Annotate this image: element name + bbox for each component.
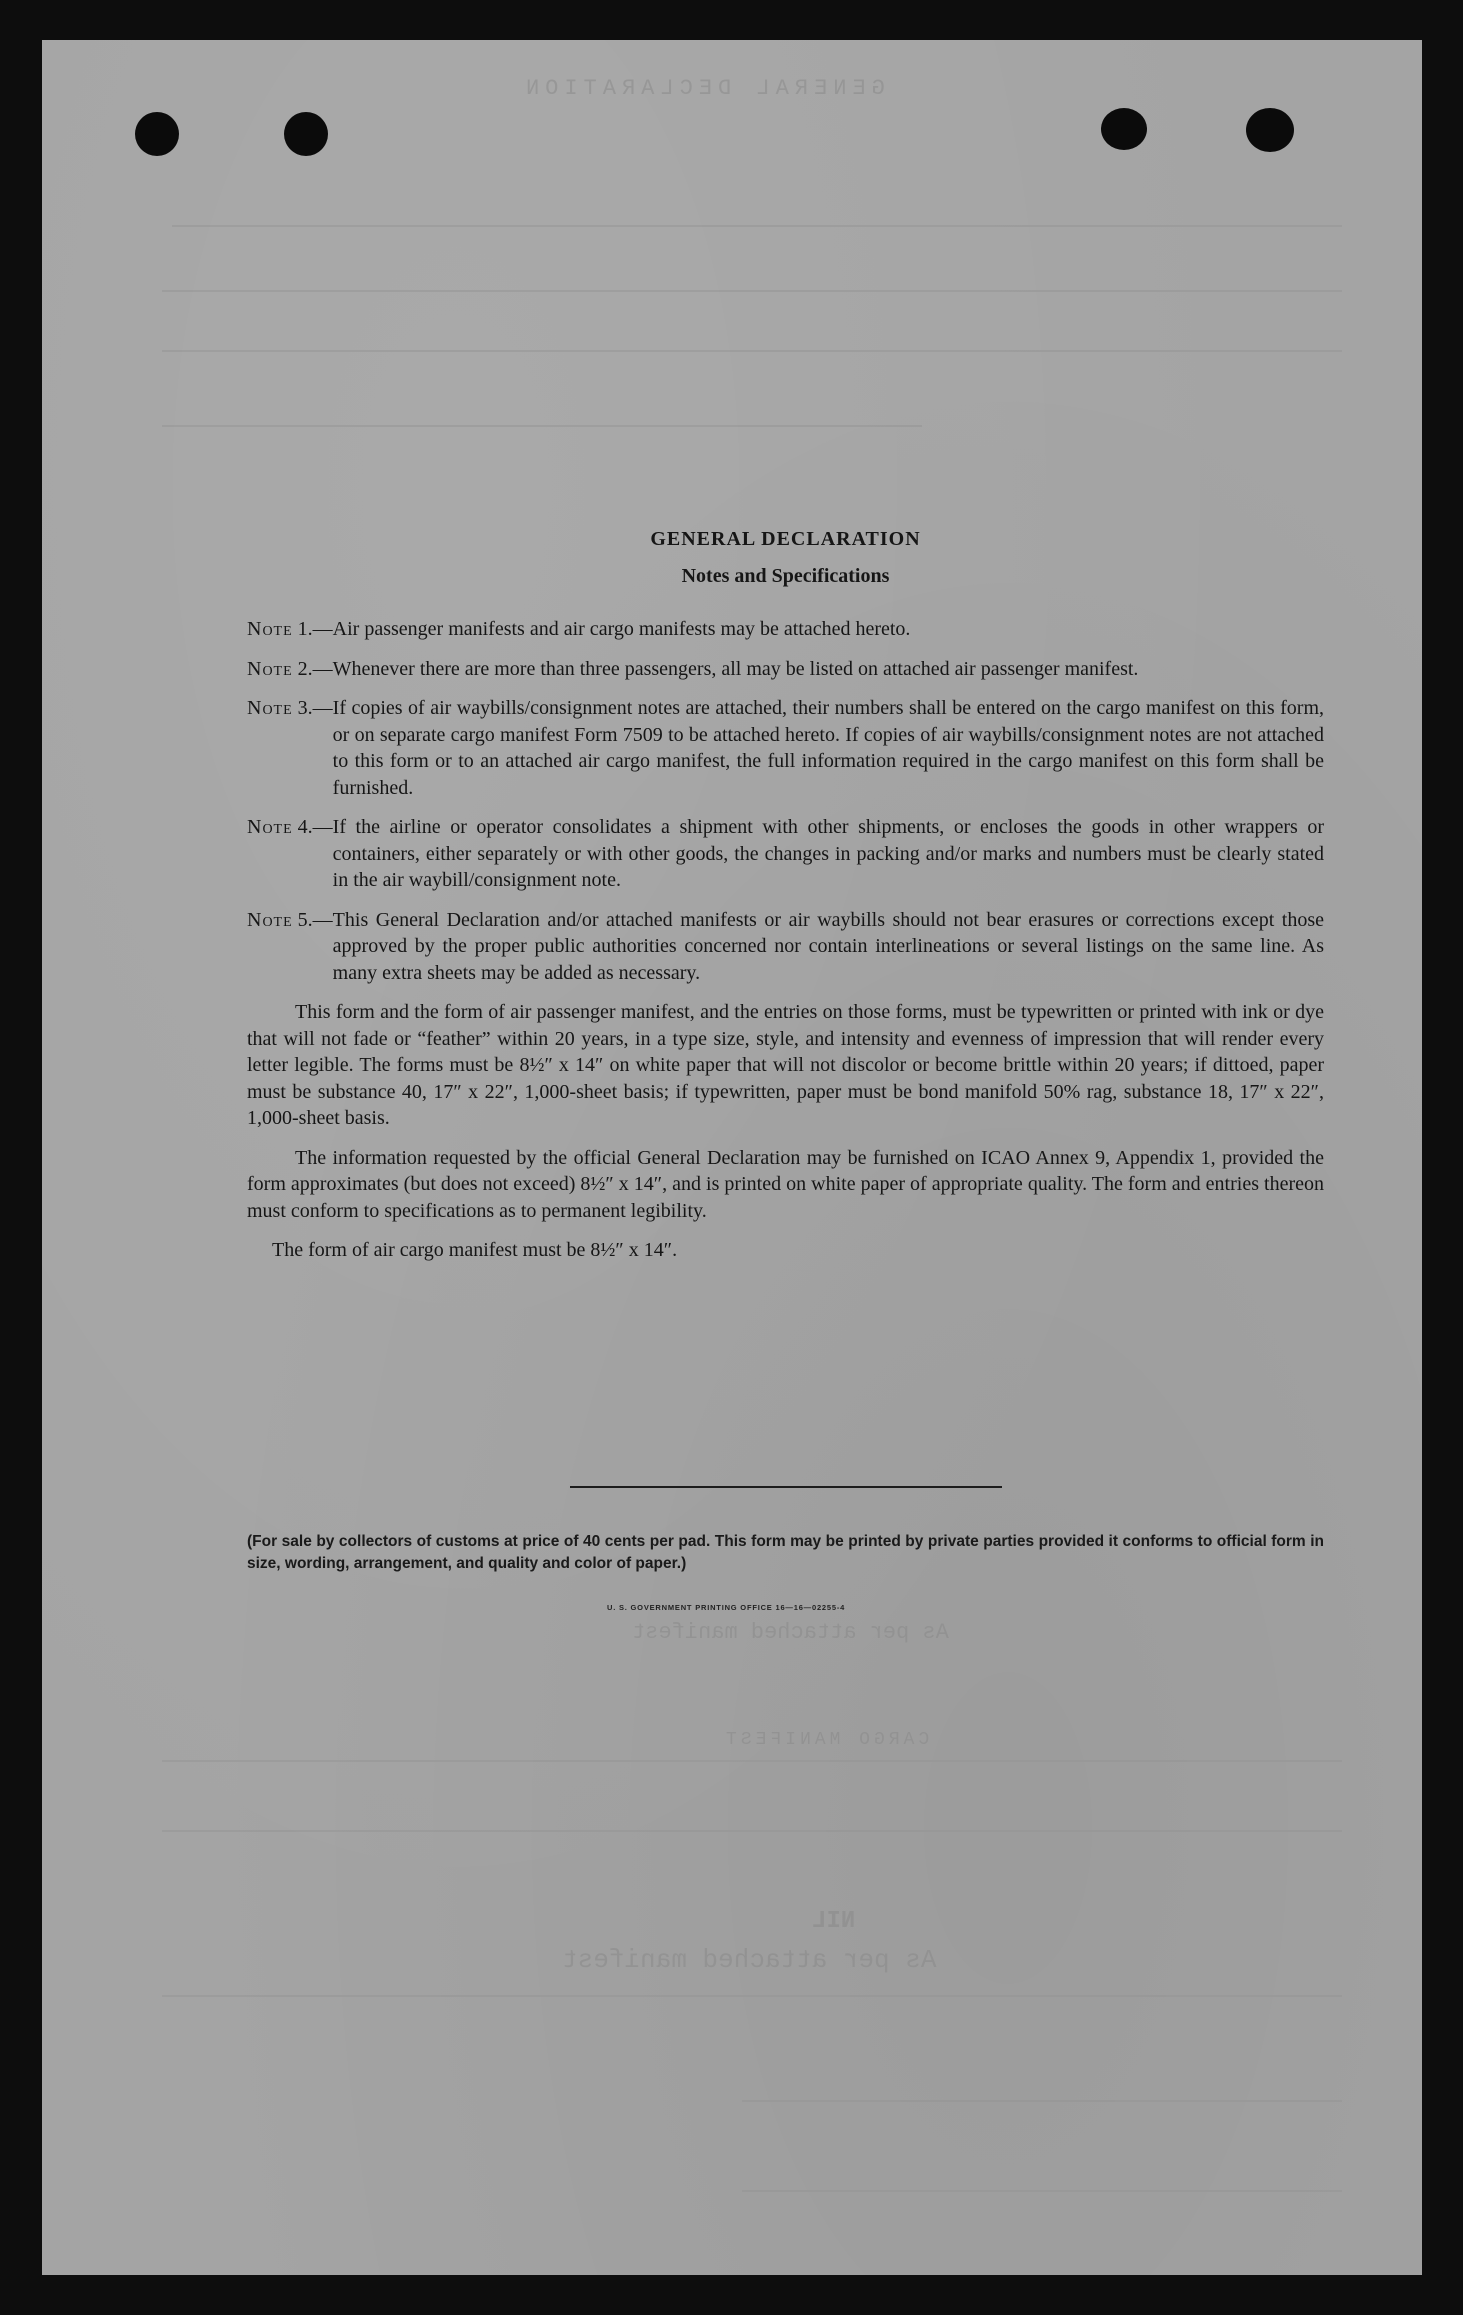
bleed-through-attached-2: As per attached manifest [562, 1945, 937, 1975]
page-title: GENERAL DECLARATION [650, 528, 921, 550]
note-5 [247, 907, 1324, 987]
bleed-through-attached-1: As per attached manifest [632, 1620, 949, 1645]
bleed-through-header: GENERAL DECLARATION [520, 76, 885, 101]
note-3 [247, 695, 1324, 801]
note-1 [247, 616, 1324, 643]
note-word: Note [247, 908, 293, 931]
bleed-through-line [162, 290, 1342, 292]
punch-hole-left-2 [284, 112, 328, 156]
bleed-through-line [172, 225, 1342, 227]
bleed-through-line [742, 2100, 1342, 2102]
note-word: Note [247, 816, 293, 838]
note-number: 4. [297, 816, 313, 838]
bleed-through-cargo-heading: CARGO MANIFEST [722, 1730, 930, 1750]
page-subtitle: Notes and Specifications [681, 565, 890, 587]
bleed-through-line [162, 1760, 1342, 1762]
document-sheet [42, 40, 1422, 2275]
printer-imprint: U. S. GOVERNMENT PRINTING OFFICE 16—16—02255-4 [607, 1603, 846, 1612]
note-text: Whenever there are more than three passengers, all may be listed on attached air passenger manifest. [332, 657, 1139, 680]
note-word: Note [247, 697, 293, 719]
note-word: Note [247, 657, 293, 680]
paragraph-form-specs: This form and the form of air passenger manifest, and the entries on those forms, must be typewritten or printed with ink or dye that will not fade or “feather” within 20 years, in a type size, style, and intensity and evenness of impression that will render every letter legible. The forms must be 8½″ x 14″ on white paper that will not discolor or become brittle within 20 years; if dittoed, paper must be substance 40, 17″ x 22″, 1,000-sheet basis; if typewritten, paper must be bond manifold 50% rag, substance 18, 17″ x 22″, 1,000-sheet basis. [247, 1001, 1324, 1129]
note-text: This General Declaration and/or attached manifests or air waybills should not bear erasures or corrections except those approved by the proper public authorities concerned nor contain interlineations or several listings on the same line. As many extra sheets may be added as necessary. [332, 908, 1324, 984]
note-number: 5. [297, 908, 313, 931]
note-number: 3. [297, 697, 313, 719]
punch-hole-right-1 [1101, 108, 1147, 150]
note-number: 1. [297, 618, 313, 640]
note-label: Note 4.— [247, 816, 333, 838]
note-text: If the airline or operator consolidates a shipment with other shipments, or encloses the goods in other wrappers or containers, either separately or with other goods, the changes in packing and/or marks and numbers must be clearly stated in the air waybill/consignment note. [332, 816, 1324, 891]
note-word: Note [247, 618, 293, 640]
note-number: 2. [297, 657, 313, 680]
note-label: Note 5.— [247, 908, 333, 931]
bleed-through-line [742, 2190, 1342, 2192]
bleed-through-line [162, 1995, 1342, 1997]
note-text: Air passenger manifests and air cargo manifests may be attached hereto. [332, 618, 911, 640]
sale-note: (For sale by collectors of customs at price of 40 cents per pad. This form may be printed by private parties provided it conforms to official form in size, wording, arrangement, and quality and color of paper.) [247, 1533, 1324, 1572]
divider-rule [570, 1486, 1002, 1488]
bleed-through-line [162, 425, 922, 427]
bleed-through-line [162, 350, 1342, 352]
paragraph-cargo-size: The form of air cargo manifest must be 8½″ x 14″. [272, 1239, 678, 1261]
bleed-through-line [162, 1830, 1342, 1832]
note-label: Note 2.— [247, 657, 333, 680]
punch-hole-left-1 [135, 112, 179, 156]
paragraph-icao: The information requested by the official General Declaration may be furnished on ICAO Annex 9, Appendix 1, provided the form approximates (but does not exceed) 8½″ x 14″, and is printed on white paper of appropriate quality. The form and entries thereon must conform to specifications as to permanent legibility. [247, 1146, 1324, 1222]
notes-section [247, 528, 1324, 1277]
note-label: Note 3.— [247, 697, 333, 719]
note-text: If copies of air waybills/consignment notes are attached, their numbers shall be entered on the cargo manifest on this form, or on separate cargo manifest Form 7509 to be attached hereto. If copies of air waybills/consignment notes are not attached to this form or to an attached air cargo manifest, the full information required in the cargo manifest on this form shall be furnished. [332, 697, 1324, 799]
punch-hole-right-2 [1246, 108, 1294, 152]
note-label: Note 1.— [247, 618, 333, 640]
note-2 [247, 656, 1324, 683]
note-4 [247, 814, 1324, 894]
bleed-through-nil: NIL [812, 1908, 856, 1935]
